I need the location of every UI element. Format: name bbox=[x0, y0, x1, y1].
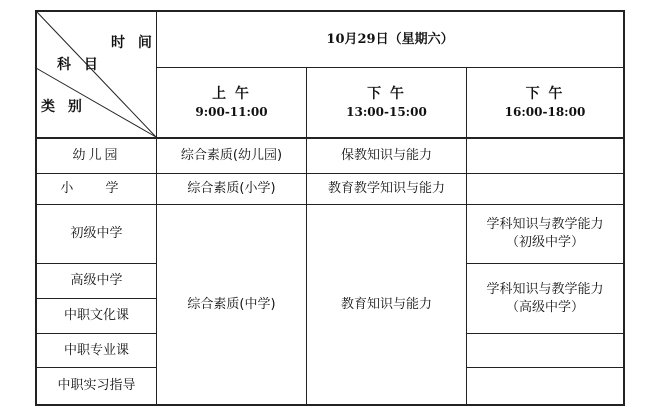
cell-primary-morning: 综合素质(小学) bbox=[187, 181, 276, 196]
corner-subject-label: 科 目 bbox=[57, 57, 102, 73]
row-label-vocational-practice: 中职实习指导 bbox=[57, 378, 136, 393]
session-header-afternoon bbox=[307, 68, 466, 137]
grid-hline-row6b bbox=[466, 367, 625, 368]
cell-primary-afternoon: 教育教学知识与能力 bbox=[327, 181, 445, 196]
cell-senior-late-afternoon bbox=[467, 264, 623, 333]
table-border-right bbox=[623, 10, 625, 406]
grid-hline-row4b bbox=[466, 333, 625, 334]
subject-line: 学科知识与教学能力 bbox=[486, 281, 604, 297]
session-title: 上 午 bbox=[212, 85, 251, 102]
subject-line: （初级中学） bbox=[505, 235, 584, 250]
session-title: 下 午 bbox=[525, 85, 565, 102]
cell-junior-late-afternoon bbox=[467, 205, 623, 263]
cell-kindergarten-morning: 综合素质(幼儿园) bbox=[180, 148, 283, 163]
row-label-primary: 小 学 bbox=[60, 181, 133, 196]
cell-middle-afternoon: 教育知识与能力 bbox=[340, 296, 432, 312]
corner-time-label: 时 间 bbox=[111, 35, 156, 51]
table-border-bottom bbox=[35, 404, 625, 406]
session-time: 9:00-11:00 bbox=[195, 104, 268, 119]
row-label-kindergarten: 幼儿园 bbox=[72, 148, 121, 163]
session-time: 13:00-15:00 bbox=[346, 104, 427, 119]
corner-diagonal-lines bbox=[35, 10, 157, 138]
row-label-vocational-major: 中职专业课 bbox=[63, 342, 129, 358]
session-header-late-afternoon bbox=[467, 68, 623, 137]
session-time: 16:00-18:00 bbox=[504, 104, 586, 119]
row-label-junior-middle: 初级中学 bbox=[70, 226, 123, 241]
corner-category-label: 类 别 bbox=[41, 99, 86, 115]
cell-middle-morning: 综合素质(中学) bbox=[187, 296, 276, 312]
row-label-senior-middle: 高级中学 bbox=[70, 273, 123, 288]
subject-line: 学科知识与教学能力 bbox=[486, 217, 604, 232]
date-header: 10月29日（星期六） bbox=[326, 31, 454, 47]
cell-kindergarten-afternoon: 保教知识与能力 bbox=[340, 148, 432, 163]
session-title: 下 午 bbox=[367, 85, 406, 102]
exam-schedule-table bbox=[35, 10, 625, 406]
row-label-vocational-culture: 中职文化课 bbox=[63, 308, 129, 323]
subject-line: （高级中学） bbox=[505, 299, 584, 315]
session-header-morning bbox=[157, 68, 306, 137]
